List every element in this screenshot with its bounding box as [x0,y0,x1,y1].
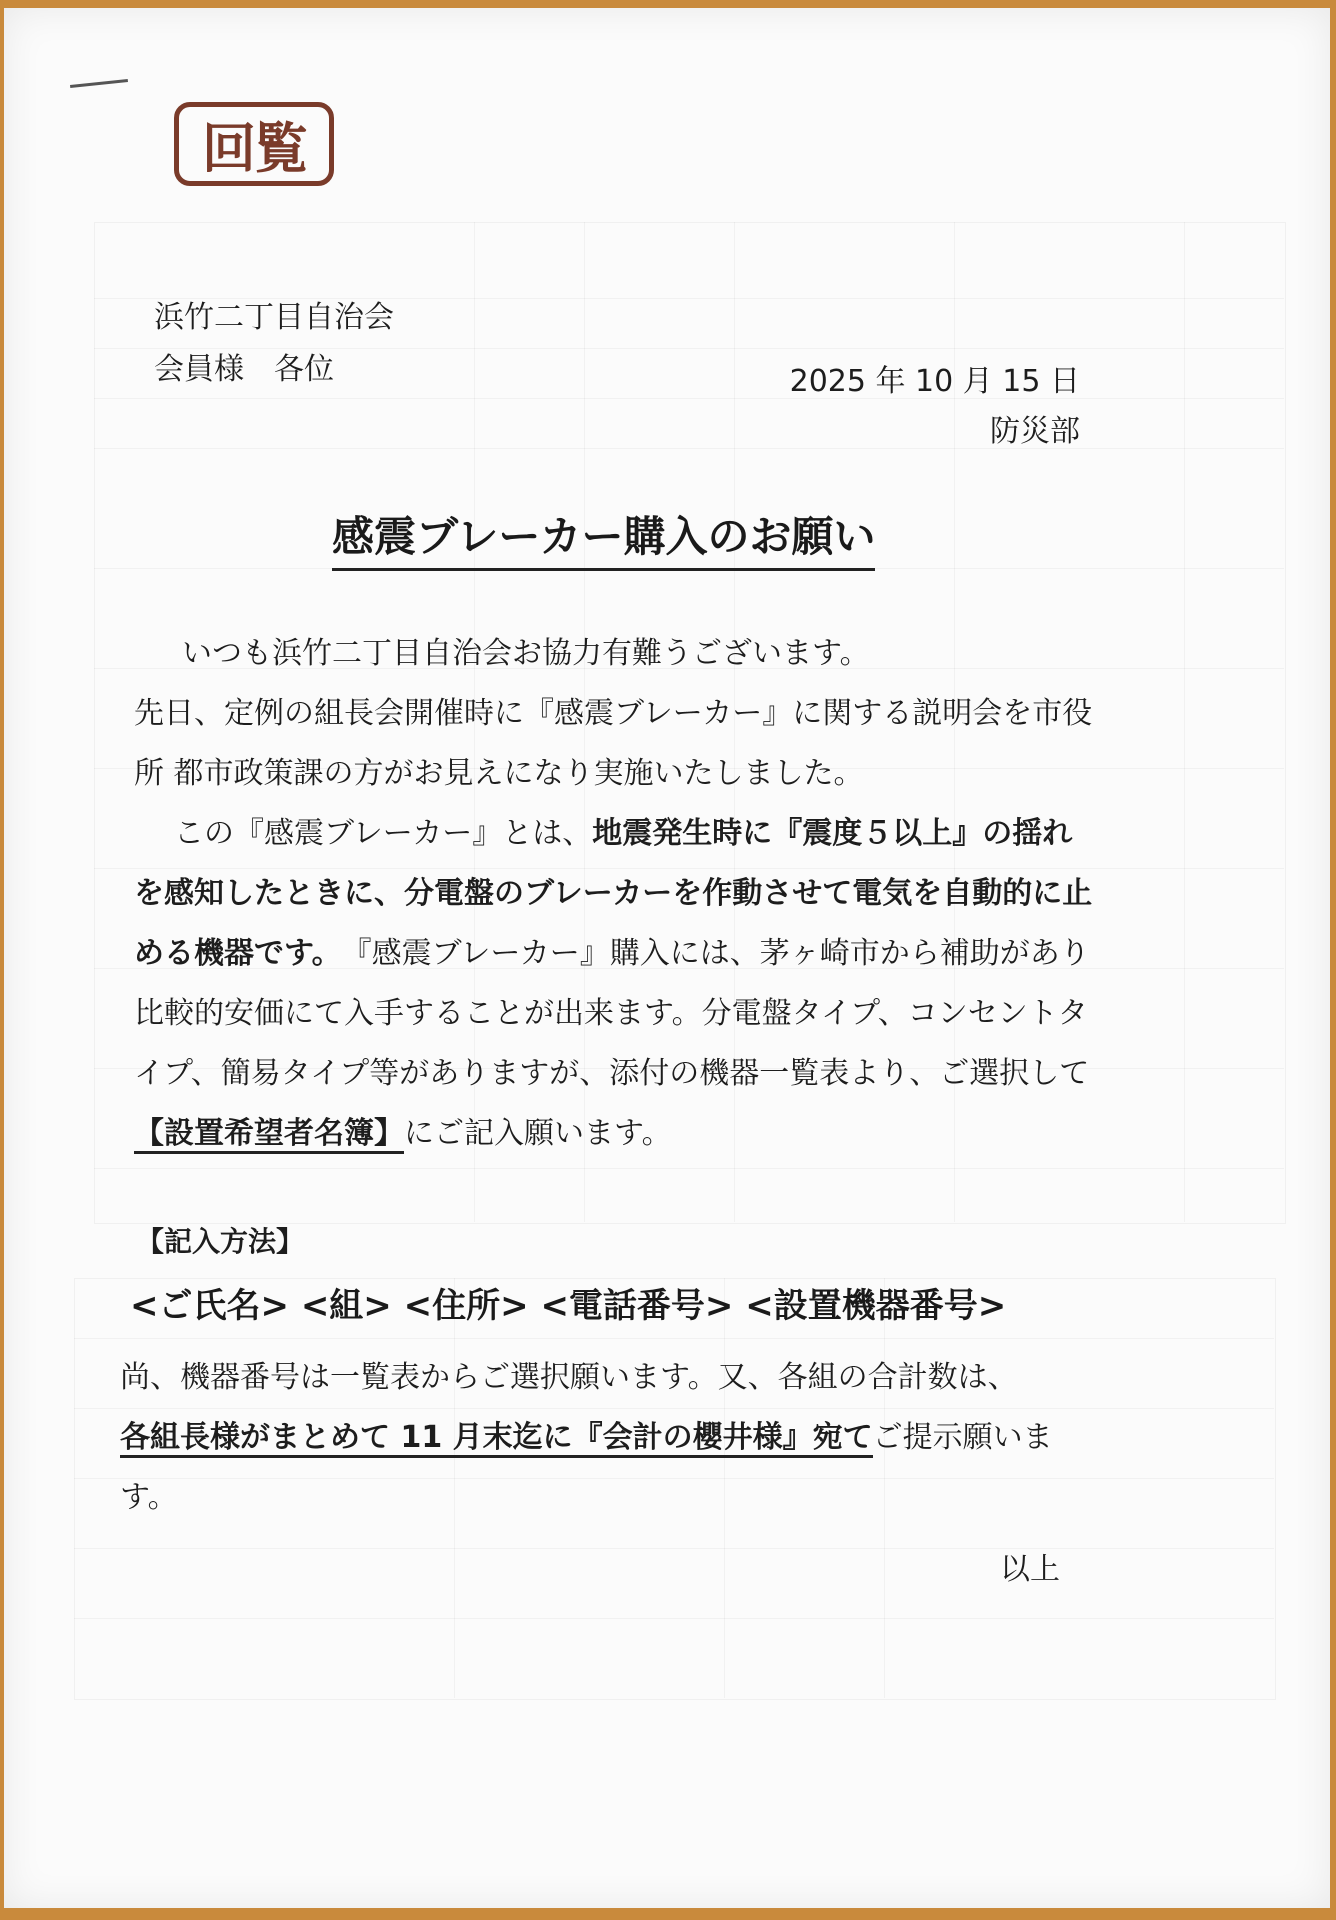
addressee-members: 会員様 各位 [154,352,334,387]
body-paragraph-3: この『感震ブレーカー』とは、地震発生時に『震度５以上』の揺れを感知したときに、分電盤のブレーカーを作動させて電気を自動的に止める機器です。 『感震ブレーカー』購入には、茅ヶ崎市から補助があり比較的安価にて入手することが出来ます。分電盤タイプ、コンセントタイプ、簡易タイプ等がありますが、添付の機器一覧表より、ご選択して【設置希望者名簿】にご記入願います。 [134,804,1094,1164]
submission-emphasis: 各組長様がまとめて 11 月末迄に『会計の櫻井様』宛て [120,1420,873,1458]
body-text [134,624,1094,1164]
issuing-department: 防災部 [990,414,1080,449]
addressee-org: 浜竹二丁目自治会 [154,300,394,335]
document-date: 2025 年 10 月 15 日 [789,364,1080,399]
howto-note-line: 尚、機器番号は一覧表からご選択願います。又、各組の合計数は、 [120,1360,1018,1395]
emphasis-text: 地震発生時に『震度５以上』の揺れを感知したときに、分電盤のブレーカーを作動させて電気を自動的に止める機器です。 [134,816,1093,971]
body-paragraph-2: 先日、定例の組長会開催時に『感震ブレーカー』に関する説明会を市役所 都市政策課の方がお見えになり実施いたしました。 [134,696,1093,791]
pen-mark [70,79,128,88]
submission-instruction: 各組長様がまとめて 11 月末迄に『会計の櫻井様』宛てご提示願います。 [120,1420,1053,1515]
closing-remark: 以上 [1000,1552,1060,1587]
register-name-emphasis: 【設置希望者名簿】 [134,1116,404,1154]
howto-heading: 【記入方法】 [136,1225,305,1258]
kairan-stamp: 回覧 [174,102,334,186]
document-page [4,8,1330,1908]
document-title: 感震ブレーカー購入のお願い [332,504,875,571]
required-fields: <ご氏名> <組> <住所> <電話番号> <設置機器番号> [130,1286,1007,1326]
body-paragraph-1: いつも浜竹二丁目自治会お協力有難うございます。 [182,636,870,671]
howto-note [120,1348,1080,1528]
addressee-block [154,292,394,396]
